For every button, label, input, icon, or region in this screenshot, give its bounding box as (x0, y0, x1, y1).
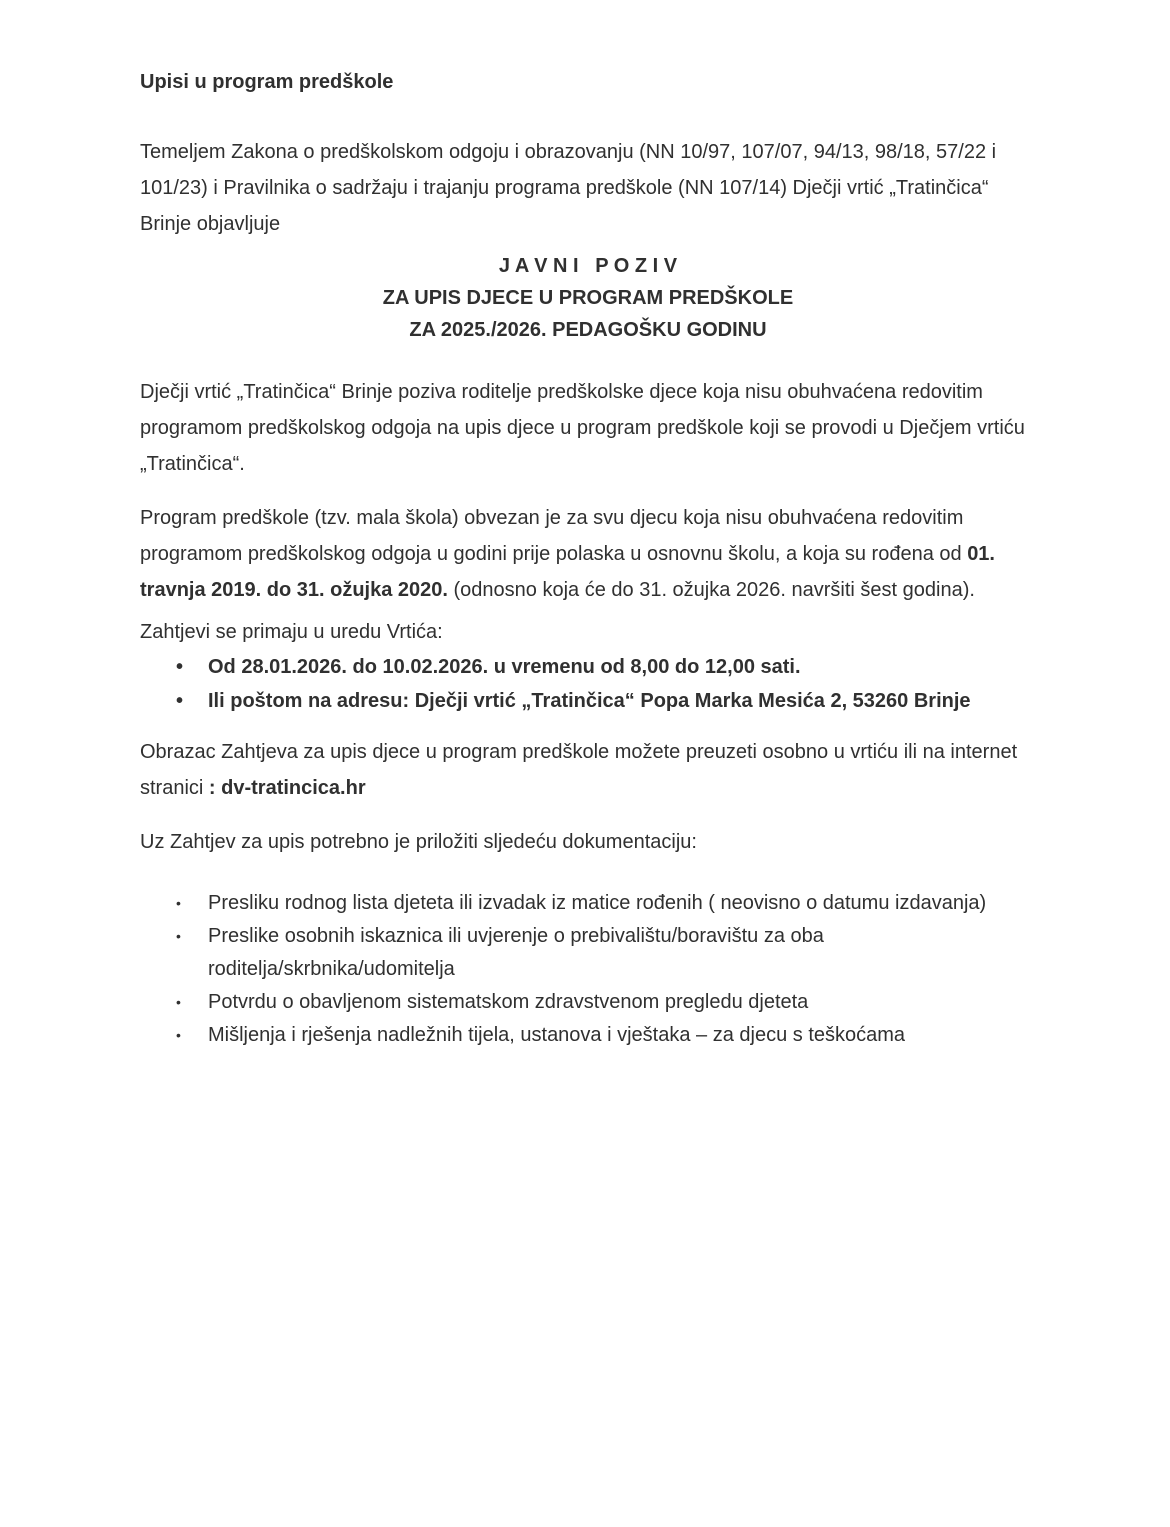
obligation-text-after: (odnosno koja će do 31. ožujka 2026. navršiti šest godina). (447, 579, 975, 601)
list-item (140, 887, 1036, 920)
title-line-javni-poziv: J A V N I P O Z I V (498, 255, 678, 277)
requests-heading: Zahtjevi se primaju u uredu Vrtića: (140, 621, 443, 643)
obligation-text-before: Program predškole (tzv. mala škola) obvezan je za svu djecu koja nisu obuhvaćena redovitim programom predškolskog odgoja u godini prije polaska u osnovnu školu, a koja su rođena od (140, 507, 968, 565)
form-paragraph (140, 734, 1036, 806)
list-item-text: Preslike osobnih iskaznica ili uvjerenje o prebivalištu/boravištu za oba roditelja/skrbnika/udomitelja (208, 925, 824, 980)
invitation-paragraph: Dječji vrtić „Tratinčica“ Brinje poziva roditelje predškolske djece koja nisu obuhvaćena redovitim programom predškolskog odgoja na upis djece u program predškole koji se provodi u Dječjem vrtiću „Tratinčica“. (140, 381, 1025, 475)
bullet-icon: • (176, 895, 181, 911)
document-heading: Upisi u program predškole (140, 71, 394, 93)
list-item-text: Od 28.01.2026. do 10.02.2026. u vremenu od 8,00 do 12,00 sati. (208, 656, 801, 678)
list-item-text: Ili poštom na adresu: Dječji vrtić „Tratinčica“ Popa Marka Mesića 2, 53260 Brinje (208, 690, 971, 712)
obligation-paragraph (140, 500, 1036, 608)
bullet-icon: • (176, 994, 181, 1010)
docs-heading: Uz Zahtjev za upis potrebno je priložiti sljedeću dokumentaciju: (140, 831, 697, 853)
bullet-icon: • (176, 928, 181, 944)
obligation-date-range: 01. travnja 2019. do 31. ožujka 2020. (140, 543, 995, 601)
list-item (140, 986, 1036, 1019)
list-item (140, 1019, 1036, 1052)
list-item-text: Mišljenja i rješenja nadležnih tijela, ustanova i vještaka – za djecu s teškoćama (208, 1024, 906, 1046)
title-line-za-upis: ZA UPIS DJECE U PROGRAM PREDŠKOLE (382, 287, 794, 309)
form-text-before: Obrazac Zahtjeva za upis djece u program predškole možete preuzeti osobno u vrtiću ili na internet stranici (140, 741, 1018, 799)
bullet-icon: • (176, 656, 184, 678)
title-block (140, 250, 1036, 346)
list-item-text: Presliku rodnog lista djeteta ili izvadak iz matice rođenih ( neovisno o datumu izdavanja) (208, 892, 987, 914)
list-item (140, 684, 1036, 718)
requests-list (140, 650, 1036, 718)
bullet-icon: • (176, 690, 184, 712)
title-line-godina: ZA 2025./2026. PEDAGOŠKU GODINU (409, 319, 767, 341)
list-item-text: Potvrdu o obavljenom sistematskom zdravstvenom pregledu djeteta (208, 991, 809, 1013)
bullet-icon: • (176, 1027, 181, 1043)
list-item (140, 650, 1036, 684)
intro-paragraph: Temeljem Zakona o predškolskom odgoju i obrazovanju (NN 10/97, 107/07, 94/13, 98/18, 57/22 i 101/23) i Pravilnika o sadržaju i trajanju programa predškole (NN 107/14) Dječji vrtić „Tratinčica“ Brinje objavljuje (140, 141, 997, 235)
list-item (140, 920, 1036, 986)
docs-list (140, 887, 1036, 1052)
website-text: : dv-tratincica.hr (208, 777, 366, 799)
